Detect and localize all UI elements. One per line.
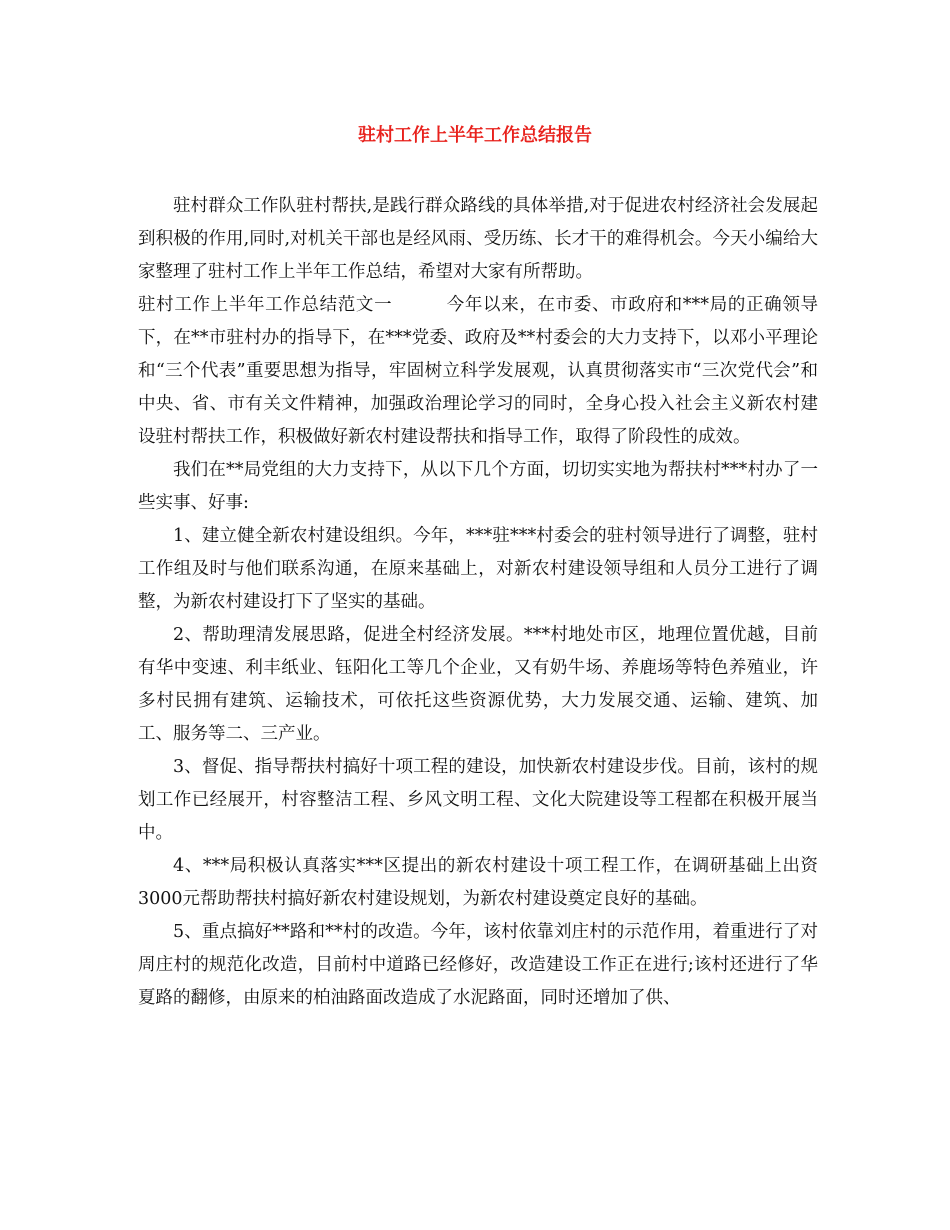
paragraph-support: 我们在**局党组的大力支持下，从以下几个方面，切切实实地为帮扶村***村办了一些实事、好事: (138, 460, 818, 513)
paragraph-item-4: 4、***局积极认真落实***区提出的新农村建设十项工程工作，在调研基础上出资3000元帮助帮扶村搞好新农村建设规划，为新农村建设奠定良好的基础。 (138, 856, 818, 909)
document-body (138, 190, 818, 1015)
paragraph-item-5: 5、重点搞好**路和**村的改造。今年，该村依靠刘庄村的示范作用，着重进行了对周庄村的规范化改造，目前村中道路已经修好，改造建设工作正在进行;该村还进行了华夏路的翻修，由原来的柏油路面改造成了水泥路面，同时还增加了供、 (138, 922, 818, 1008)
paragraph-sample-one: 驻村工作上半年工作总结范文一 今年以来，在市委、市政府和***局的正确领导下，在**市驻村办的指导下，在***党委、政府及**村委会的大力支持下，以邓小平理论和“三个代表”重要思想为指导，牢固树立科学发展观，认真贯彻落实市“三次党代会”和中央、省、市有关文件精神，加强政治理论学习的同时，全身心投入社会主义新农村建设驻村帮扶工作，积极做好新农村建设帮扶和指导工作，取得了阶段性的成效。 (138, 295, 818, 447)
document-title: 驻村工作上半年工作总结报告 (358, 125, 592, 146)
paragraph-item-3: 3、督促、指导帮扶村搞好十项工程的建设，加快新农村建设步伐。目前，该村的规划工作已经展开，村容整洁工程、乡风文明工程、文化大院建设等工程都在积极开展当中。 (138, 757, 818, 843)
paragraph-item-1: 1、建立健全新农村建设组织。今年，***驻***村委会的驻村领导进行了调整，驻村工作组及时与他们联系沟通，在原来基础上，对新农村建设领导组和人员分工进行了调整，为新农村建设打下了坚实的基础。 (138, 526, 818, 612)
paragraph-intro: 驻村群众工作队驻村帮扶,是践行群众路线的具体举措,对于促进农村经济社会发展起到积极的作用,同时,对机关干部也是经风雨、受历练、长才干的难得机会。今天小编给大家整理了驻村工作上半年工作总结，希望对大家有所帮助。 (138, 196, 818, 282)
paragraph-item-2: 2、帮助理清发展思路，促进全村经济发展。***村地处市区，地理位置优越，目前有华中变速、利丰纸业、钰阳化工等几个企业，又有奶牛场、养鹿场等特色养殖业，许多村民拥有建筑、运输技术，可依托这些资源优势，大力发展交通、运输、建筑、加工、服务等二、三产业。 (138, 625, 818, 744)
